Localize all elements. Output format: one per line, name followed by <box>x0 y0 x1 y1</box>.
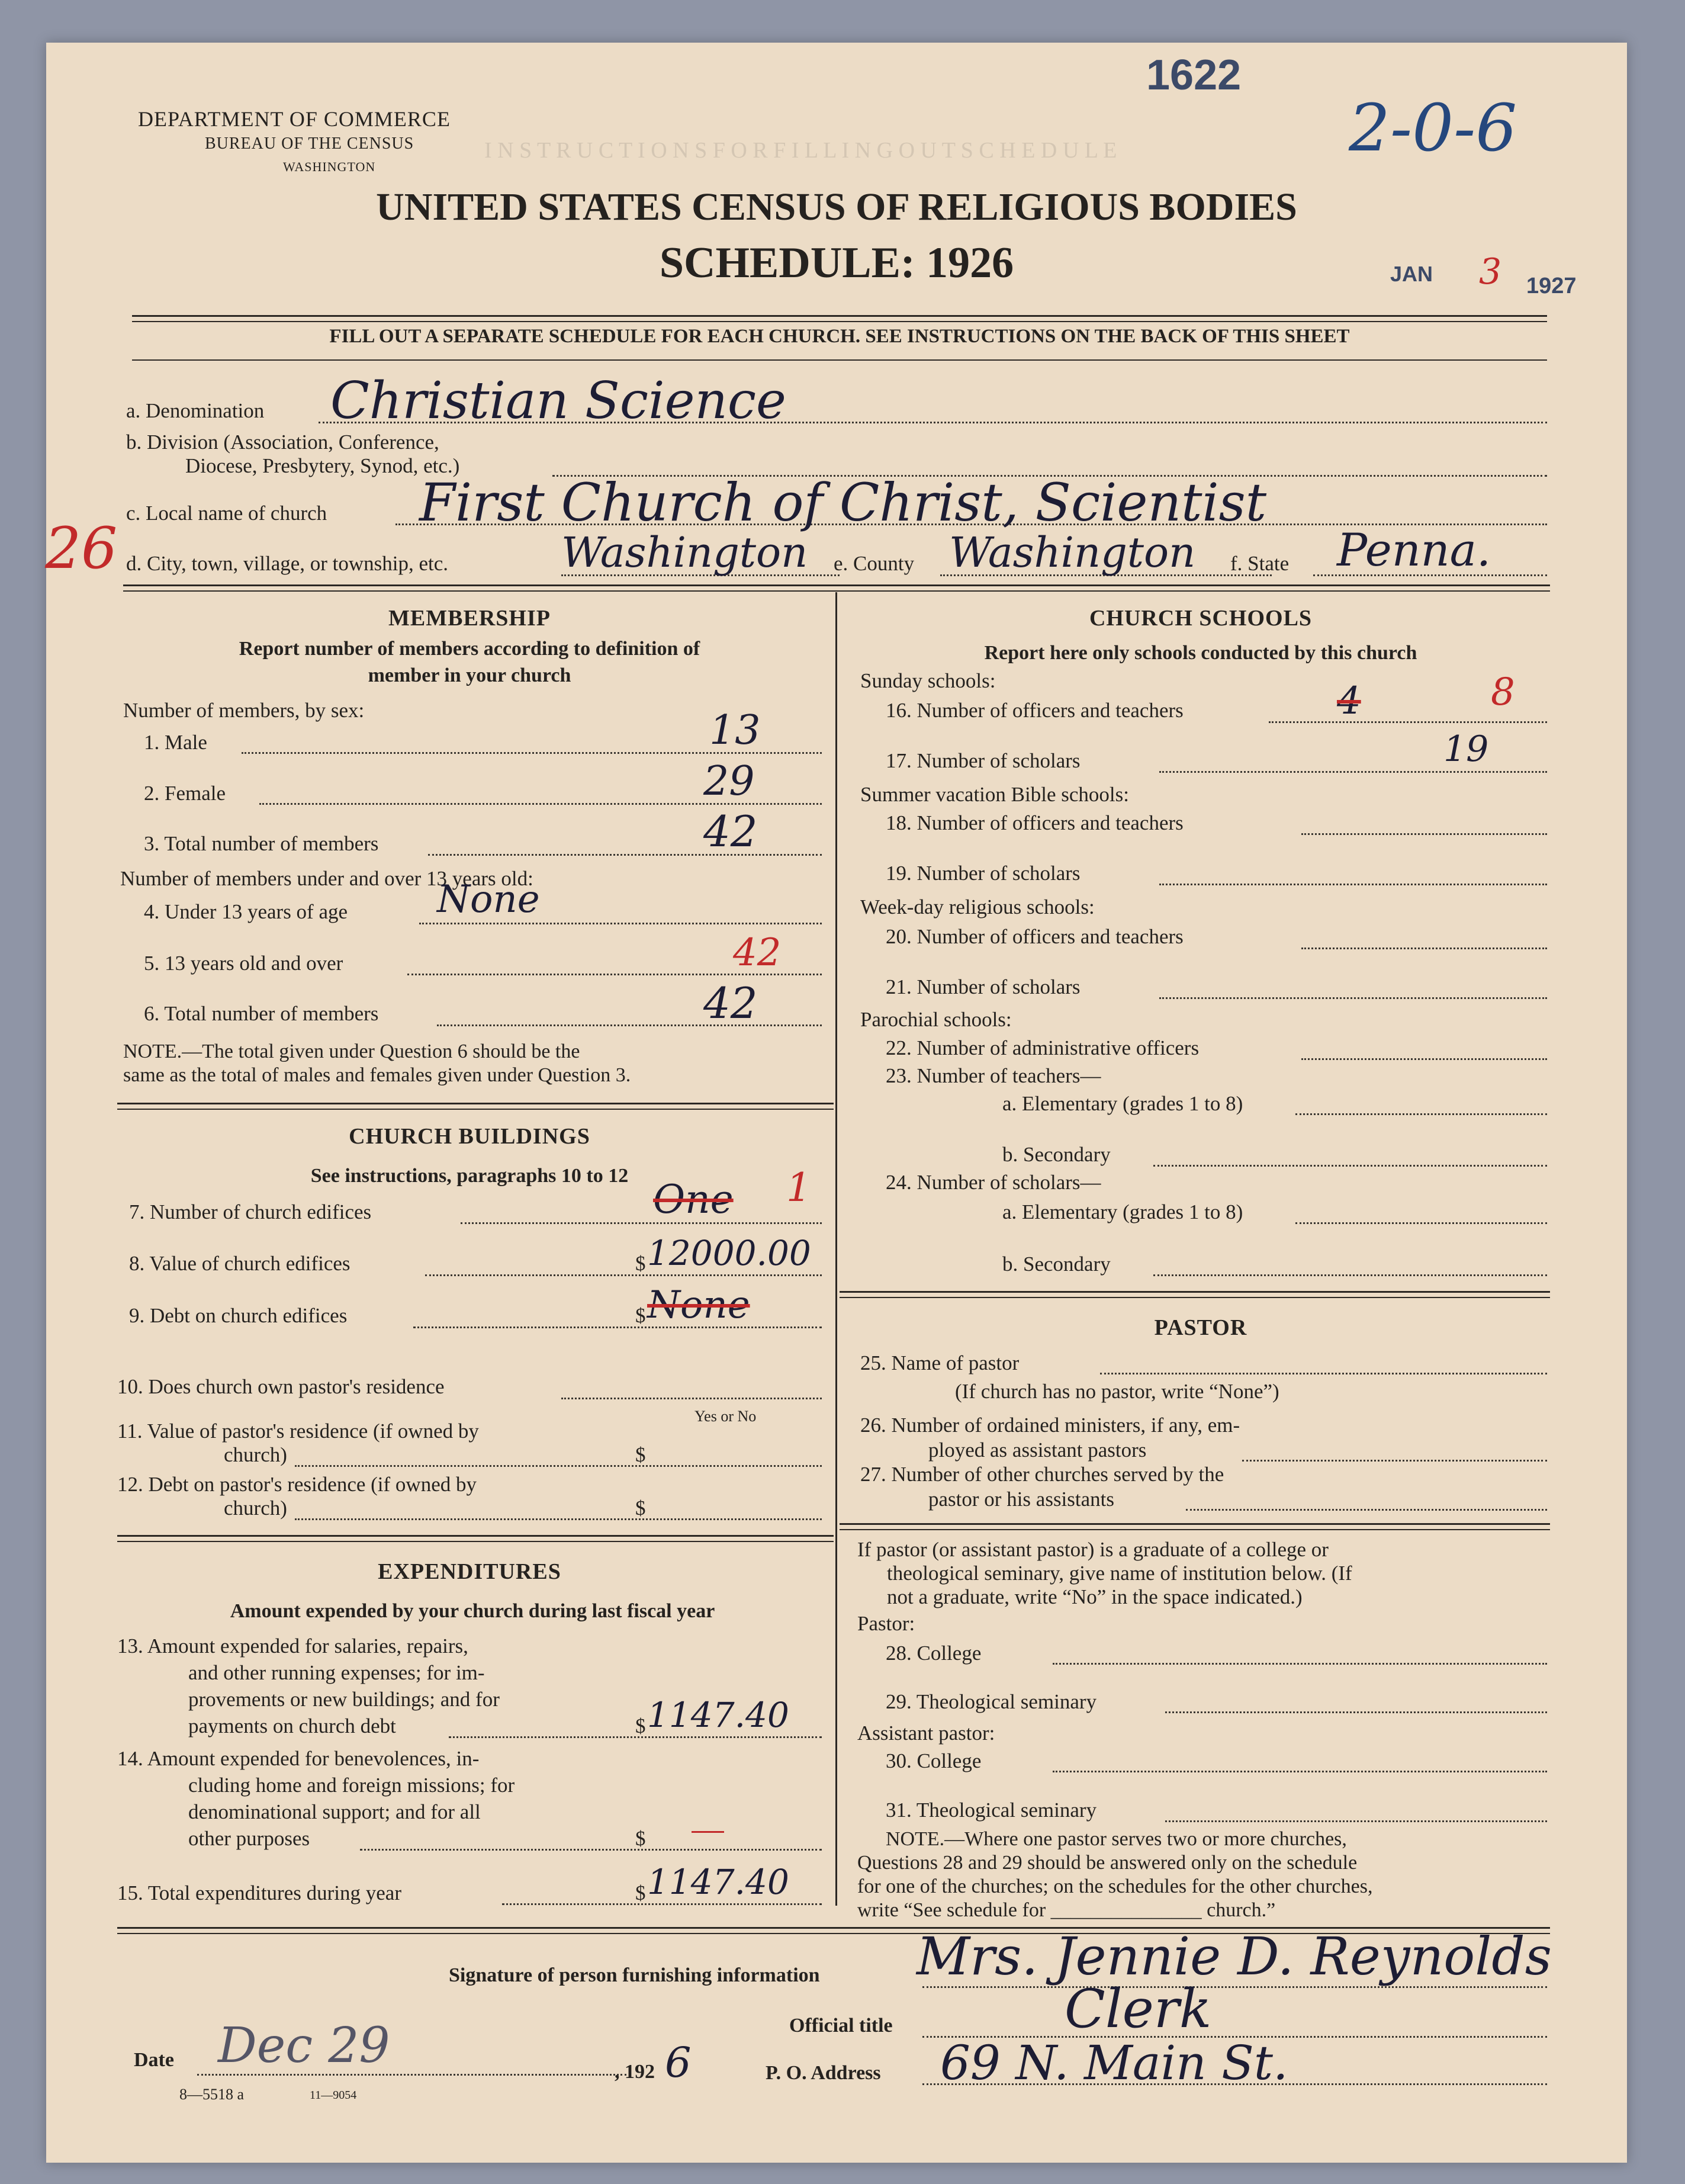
membership-heading: MEMBERSHIP <box>388 606 551 631</box>
print-number: 11—9054 <box>310 2089 357 2102</box>
q27-field[interactable] <box>1186 1509 1547 1511</box>
q16-correction: 8 <box>1491 670 1515 714</box>
signature-label: Signature of person furnishing information <box>449 1964 820 1986</box>
q16-label: 16. Number of officers and teachers <box>886 699 1184 722</box>
parochial-schools-heading: Parochial schools: <box>860 1008 1012 1031</box>
q9-value: None <box>647 1283 750 1327</box>
q7-label: 7. Number of church edifices <box>129 1200 372 1223</box>
buildings-heading: CHURCH BUILDINGS <box>349 1124 590 1149</box>
pastor-note-line4: write “See schedule for _______________ church.” <box>857 1899 1276 1921</box>
q3-value: 42 <box>703 807 758 856</box>
division-label: b. Division (Association, Conference, <box>126 431 439 454</box>
signature-value: Mrs. Jennie D. Reynolds <box>917 1926 1552 1987</box>
membership-subheading: Report number of members according to definition of <box>239 638 700 660</box>
classification-code: 2-0-6 <box>1349 90 1517 166</box>
q21-label: 21. Number of scholars <box>886 975 1081 998</box>
q6-label: 6. Total number of members <box>144 1002 379 1025</box>
q14-red-dash <box>692 1831 724 1833</box>
county-value: Washington <box>949 528 1196 577</box>
address-label: P. O. Address <box>766 2062 881 2084</box>
column-divider <box>835 592 837 1906</box>
q19-field[interactable] <box>1159 884 1547 885</box>
q12-label: 12. Debt on pastor's residence (if owned by <box>117 1473 477 1496</box>
rule <box>132 315 1547 317</box>
received-stamp-month: JAN <box>1390 262 1433 286</box>
year-value: 6 <box>665 2038 692 2087</box>
q18-field[interactable] <box>1301 833 1547 835</box>
q14-dollar-sign: $ <box>635 1827 646 1850</box>
q11-label: 11. Value of pastor's residence (if owned by <box>117 1419 479 1443</box>
date-value: Dec 29 <box>218 2018 390 2074</box>
local-name-value: First Church of Christ, Scientist <box>419 472 1267 533</box>
denomination-value: Christian Science <box>330 371 786 431</box>
q4-label: 4. Under 13 years of age <box>144 900 348 923</box>
q1-value: 13 <box>709 707 761 754</box>
rule <box>117 1541 834 1542</box>
q23a-label: a. Elementary (grades 1 to 8) <box>1002 1092 1243 1115</box>
received-stamp-day: 3 <box>1479 251 1502 293</box>
q20-label: 20. Number of officers and teachers <box>886 925 1184 948</box>
q16-value: 4 <box>1337 679 1361 723</box>
age-breakdown-label: Number of members under and over 13 years old: <box>120 867 533 890</box>
state-value: Penna. <box>1337 523 1491 576</box>
bureau-name: BUREAU OF THE CENSUS <box>205 134 414 153</box>
instruction-bar: FILL OUT A SEPARATE SCHEDULE FOR EACH CHURCH. SEE INSTRUCTIONS ON THE BACK OF THIS SHEET <box>329 326 1350 347</box>
q26-field[interactable] <box>1242 1460 1547 1462</box>
q24a-field[interactable] <box>1295 1222 1547 1224</box>
q20-field[interactable] <box>1301 948 1547 949</box>
q27-label-continued: pastor or his assistants <box>928 1488 1115 1511</box>
q7-correction: 1 <box>786 1165 811 1210</box>
q14-label-line2: cluding home and foreign missions; for <box>188 1774 515 1797</box>
q25-field[interactable] <box>1100 1373 1547 1374</box>
q14-label: 14. Amount expended for benevolences, in- <box>117 1747 480 1770</box>
summer-schools-heading: Summer vacation Bible schools: <box>860 783 1129 806</box>
q21-field[interactable] <box>1159 997 1547 999</box>
q13-label-line3: provements or new buildings; and for <box>188 1688 500 1711</box>
q17-label: 17. Number of scholars <box>886 749 1081 772</box>
q5-value: 42 <box>733 931 782 975</box>
rule <box>117 1103 834 1104</box>
denomination-label: a. Denomination <box>126 399 265 422</box>
county-label: e. County <box>834 552 915 575</box>
q23b-label: b. Secondary <box>1002 1143 1111 1166</box>
q23-label: 23. Number of teachers— <box>886 1064 1101 1087</box>
schools-subheading: Report here only schools conducted by this church <box>984 642 1417 664</box>
q8-value: 12000.00 <box>647 1233 811 1273</box>
q14-label-line4: other purposes <box>188 1827 310 1850</box>
membership-subheading-continued: member in your church <box>368 664 571 686</box>
local-name-label: c. Local name of church <box>126 502 327 525</box>
expenditures-subheading: Amount expended by your church during last fiscal year <box>230 1600 715 1622</box>
q19-label: 19. Number of scholars <box>886 862 1081 885</box>
graduate-instruction-line2: theological seminary, give name of institution below. (If <box>887 1562 1352 1585</box>
q15-dollar-sign: $ <box>635 1881 646 1904</box>
q26-label: 26. Number of ordained ministers, if any, em- <box>860 1414 1240 1437</box>
state-label: f. State <box>1230 552 1290 575</box>
q13-label-line4: payments on church debt <box>188 1714 396 1737</box>
q17-field[interactable] <box>1159 771 1547 773</box>
bleed-through-text: I N S T R U C T I O N S F O R F I L L I N G O U T S C H E D U L E <box>484 138 1117 163</box>
rule <box>840 1297 1550 1298</box>
q16-field[interactable] <box>1269 721 1547 723</box>
q27-label: 27. Number of other churches served by the <box>860 1463 1224 1486</box>
rule <box>123 584 1550 586</box>
q15-value: 1147.40 <box>647 1862 789 1902</box>
q23a-field[interactable] <box>1295 1113 1547 1115</box>
rule <box>840 1529 1550 1530</box>
q23b-field[interactable] <box>1153 1165 1547 1167</box>
q18-label: 18. Number of officers and teachers <box>886 811 1184 834</box>
pastor-note-line2: Questions 28 and 29 should be answered only on the schedule <box>857 1852 1358 1874</box>
q28-field[interactable] <box>1053 1663 1547 1665</box>
received-stamp-year: 1927 <box>1526 274 1577 298</box>
graduate-instruction: If pastor (or assistant pastor) is a graduate of a college or <box>857 1538 1329 1561</box>
q11-dollar-sign: $ <box>635 1443 646 1466</box>
division-label-continued: Diocese, Presbytery, Synod, etc.) <box>185 454 460 477</box>
schedule-title: SCHEDULE: 1926 <box>659 239 1014 287</box>
q31-label: 31. Theological seminary <box>886 1798 1097 1822</box>
q15-field[interactable] <box>502 1903 822 1905</box>
q8-dollar-sign: $ <box>635 1252 646 1275</box>
q6-value: 42 <box>703 978 758 1028</box>
q1-label: 1. Male <box>144 731 207 754</box>
q11-field[interactable] <box>295 1465 822 1467</box>
yes-no-hint: Yes or No <box>694 1408 757 1425</box>
q12-dollar-sign: $ <box>635 1496 646 1520</box>
q30-field[interactable] <box>1053 1771 1547 1772</box>
q26-label-continued: ployed as assistant pastors <box>928 1438 1147 1462</box>
buildings-subheading: See instructions, paragraphs 10 to 12 <box>310 1165 629 1187</box>
q15-label: 15. Total expenditures during year <box>117 1881 401 1904</box>
q13-label: 13. Amount expended for salaries, repairs, <box>117 1634 468 1658</box>
q3-label: 3. Total number of members <box>144 832 379 855</box>
q29-field[interactable] <box>1165 1711 1547 1713</box>
date-field[interactable] <box>197 2074 626 2076</box>
q17-value: 19 <box>1443 728 1489 770</box>
margin-code-mark: 26 <box>45 515 118 582</box>
official-title-value: Clerk <box>1065 1978 1212 2040</box>
q24-label: 24. Number of scholars— <box>886 1171 1101 1194</box>
q28-label: 28. College <box>886 1642 982 1665</box>
q6-field[interactable] <box>437 1024 822 1026</box>
rule <box>840 1291 1550 1293</box>
rule <box>123 590 1550 592</box>
q24a-label: a. Elementary (grades 1 to 8) <box>1002 1200 1243 1223</box>
q5-label: 5. 13 years old and over <box>144 952 343 975</box>
q2-value: 29 <box>703 758 755 805</box>
q24b-field[interactable] <box>1153 1274 1547 1276</box>
membership-note: NOTE.—The total given under Question 6 should be the <box>123 1040 580 1062</box>
assistant-pastor-subheading: Assistant pastor: <box>857 1721 995 1745</box>
q13-label-line2: and other running expenses; for im- <box>188 1661 485 1684</box>
q4-value: None <box>437 878 540 921</box>
q22-label: 22. Number of administrative officers <box>886 1036 1200 1059</box>
registration-number-stamp: 1622 <box>1146 52 1242 99</box>
pastor-subheading: Pastor: <box>857 1612 915 1635</box>
q3-field[interactable] <box>428 854 822 856</box>
q8-label: 8. Value of church edifices <box>129 1252 350 1275</box>
membership-note-continued: same as the total of males and females given under Question 3. <box>123 1064 631 1086</box>
q14-label-line3: denominational support; and for all <box>188 1800 481 1823</box>
census-schedule-form <box>46 43 1627 2163</box>
rule <box>132 321 1547 322</box>
q29-label: 29. Theological seminary <box>886 1690 1097 1713</box>
bureau-city: WASHINGTON <box>283 159 376 174</box>
members-by-sex-label: Number of members, by sex: <box>123 699 365 722</box>
q4-field[interactable] <box>419 923 822 924</box>
pastor-note-line3: for one of the churches; on the schedules for the other churches, <box>857 1875 1373 1897</box>
rule <box>117 1109 834 1110</box>
q22-field[interactable] <box>1301 1058 1547 1060</box>
q10-field[interactable] <box>561 1398 822 1399</box>
form-title: UNITED STATES CENSUS OF RELIGIOUS BODIES <box>376 185 1297 229</box>
q30-label: 30. College <box>886 1749 982 1772</box>
pastor-note: NOTE.—Where one pastor serves two or more churches, <box>886 1828 1347 1850</box>
rule <box>132 359 1547 361</box>
city-label: d. City, town, village, or township, etc. <box>126 552 449 575</box>
q14-field[interactable] <box>360 1849 822 1851</box>
q13-value: 1147.40 <box>647 1695 789 1735</box>
sunday-schools-heading: Sunday schools: <box>860 669 996 692</box>
city-value: Washington <box>561 528 808 577</box>
weekday-schools-heading: Week-day religious schools: <box>860 895 1095 918</box>
department-name: DEPARTMENT OF COMMERCE <box>138 107 451 131</box>
q11-label-continued: church) <box>224 1443 287 1466</box>
address-value: 69 N. Main St. <box>940 2035 1288 2090</box>
official-title-label: Official title <box>789 2015 893 2037</box>
schools-heading: CHURCH SCHOOLS <box>1089 606 1313 631</box>
q2-label: 2. Female <box>144 782 226 805</box>
year-prefix: , 192 <box>615 2061 655 2083</box>
expenditures-heading: EXPENDITURES <box>378 1559 561 1584</box>
q7-field[interactable] <box>461 1222 822 1224</box>
date-label: Date <box>134 2049 174 2071</box>
q13-dollar-sign: $ <box>635 1714 646 1737</box>
q25-instruction: (If church has no pastor, write “None”) <box>955 1380 1279 1403</box>
q12-label-continued: church) <box>224 1496 287 1520</box>
q9-dollar-sign: $ <box>635 1304 646 1327</box>
q9-label: 9. Debt on church edifices <box>129 1304 348 1327</box>
graduate-instruction-line3: not a graduate, write “No” in the space indicated.) <box>887 1585 1303 1608</box>
q10-label: 10. Does church own pastor's residence <box>117 1375 445 1398</box>
pastor-heading: PASTOR <box>1154 1315 1247 1340</box>
q25-label: 25. Name of pastor <box>860 1351 1020 1374</box>
rule <box>117 1535 834 1537</box>
q24b-label: b. Secondary <box>1002 1252 1111 1276</box>
q12-field[interactable] <box>295 1518 822 1520</box>
q31-field[interactable] <box>1165 1820 1547 1822</box>
q9-field[interactable] <box>413 1327 822 1328</box>
rule <box>840 1523 1550 1525</box>
q7-value: One <box>653 1177 734 1222</box>
form-number: 8—5518 a <box>179 2086 245 2103</box>
q8-field[interactable] <box>425 1274 822 1276</box>
